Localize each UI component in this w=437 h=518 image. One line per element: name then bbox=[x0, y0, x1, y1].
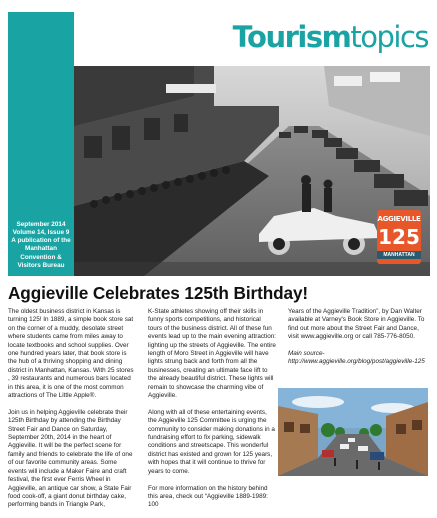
article-paragraph: Years of the Aggieville Tradition”, by Dan Walter available at Varney's Book Store in Aggieville. To find out more about the Street Fair and Dance, visit www.aggieville.org or call 785-776-8050. bbox=[288, 308, 425, 341]
issue-info-text bbox=[10, 221, 72, 270]
publication-line-4: Visitors Bureau bbox=[17, 261, 65, 269]
article-paragraph: K-State athletes showing off their skills in funny sports competitions, and historical tours of the business district. All of these fun events lead up to the main evening attraction: lighting up the streets of Aggieville. The entire length of Moro Street in Aggieville will have lights strung back and forth from all the businesses, creating an ultimate face lift to the already beautiful district. These lights will remain to showcase the charming vibe of Aggieville. bbox=[148, 308, 277, 400]
issue-info-panel bbox=[8, 12, 74, 276]
article-column-1 bbox=[8, 308, 136, 518]
source-credit: Main source- http://www.aggieville.org/blog/post/aggieville-125 bbox=[288, 350, 425, 366]
article-headline: Aggieville Celebrates 125th Birthday! bbox=[8, 283, 309, 303]
aggieville-125-badge bbox=[377, 210, 421, 264]
badge-number: 125 bbox=[378, 225, 420, 249]
article-paragraph: Along with all of these entertaining events, the Aggieville 125 Committee is urging the community to consider making donations in a fundraising effort to fix parking, sidewalk conditions and streetscape. This wonderful district has existed and grown for 125 years, with hopes that it will continue to thrive for years to come. bbox=[148, 408, 275, 475]
article-column-2 bbox=[148, 308, 276, 518]
badge-name: AGGIEVILLE bbox=[377, 215, 421, 223]
article-paragraph: For more information on the history behind this area, check out “Aggieville 1889-1989: 100 bbox=[148, 484, 268, 509]
badge-city: MANHATTAN bbox=[377, 251, 421, 259]
publication-line-1: A publication of the bbox=[11, 237, 71, 245]
modern-street-photo-art bbox=[278, 388, 428, 476]
publication-line-2: Manhattan bbox=[25, 245, 57, 253]
modern-street-photo bbox=[278, 388, 428, 476]
masthead-title-bold: Tourism bbox=[232, 20, 351, 54]
issue-volume: Volume 14, Issue 9 bbox=[12, 228, 70, 236]
masthead-title bbox=[180, 20, 428, 54]
masthead-title-light: topics bbox=[350, 20, 428, 54]
article-paragraph: Join us in helping Aggieville celebrate their 125th Birthday by attending the Birthday Street Fair and Dance on Saturday, September 20th, 2014 in the heart of Aggieville. It will be the perfect scene for family and friends to celebrate the life of one of our favorite community areas. Some events will include a Maker Faire and craft festival, the first ever Ferris Wheel in Aggieville, an antique car show, a State Fair food cook-off, a giant donut birthday cake, performing bands in Triangle Park, bbox=[8, 408, 133, 509]
article-paragraph: The oldest business district in Kansas is turning 125! In 1889, a simple book store sat on the corner of a muddy, desolate street where students came from miles away to locate textbooks and school supplies. Over one hundred years later, that book store is the hub of a thriving shopping and dining district in Manhattan, Kansas. With 25 stores , 39 restaurants and numerous bars located in this area, it is one of the most common attractions of The Little Apple®. bbox=[8, 308, 134, 400]
publication-line-3: Convention & bbox=[20, 253, 62, 261]
article-column-3 bbox=[288, 308, 428, 375]
issue-date: September 2014 bbox=[16, 220, 66, 228]
